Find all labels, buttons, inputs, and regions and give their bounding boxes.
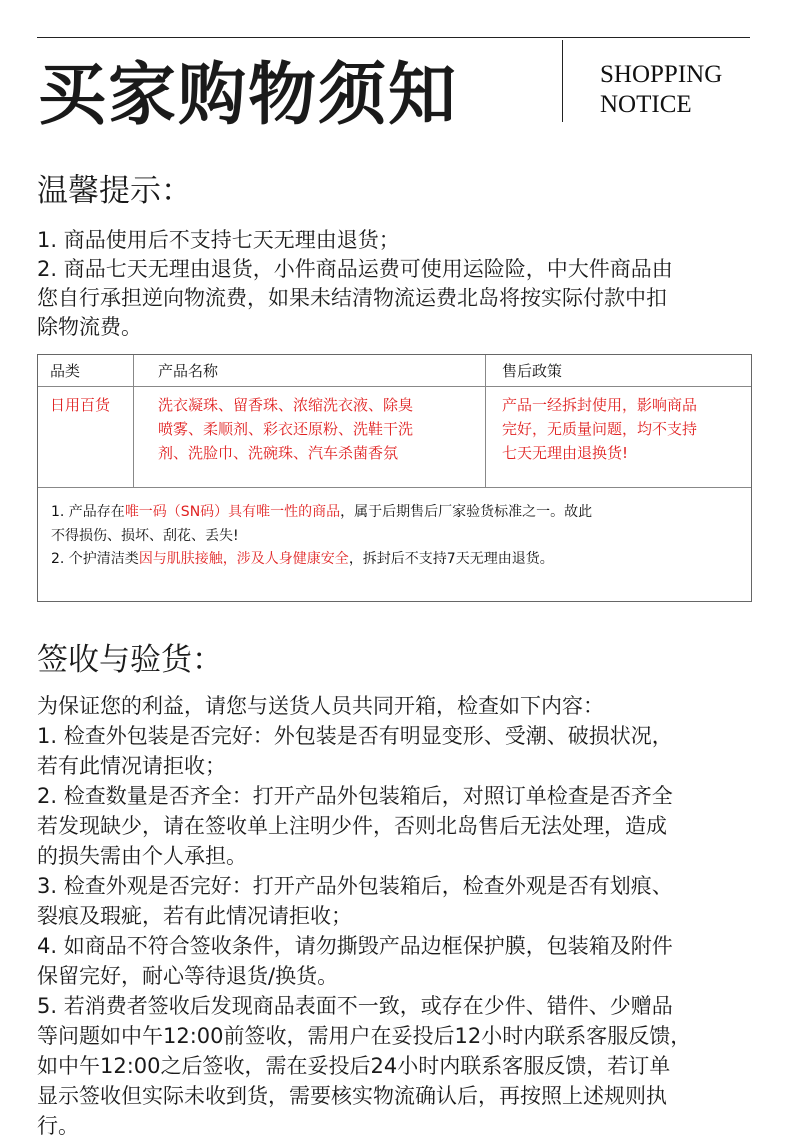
english-title [600,60,722,120]
note-line-1 [51,501,592,524]
english-title-line-2: NOTICE [600,91,692,118]
header-policy: 售后政策 [502,362,563,380]
note-text: ，属于后期售后厂家验货标准之一。故此 [340,504,593,520]
receipt-line: 的损失需由个人承担。 [37,844,247,868]
note-text: ，拆封后不支持7天无理由退货。 [348,551,554,567]
receipt-line: 1. 检查外包装是否完好：外包装是否有明显变形、受潮、破损状况， [37,724,673,748]
product-line: 剂、洗脸巾、洗碗珠、汽车杀菌香氛 [158,444,399,462]
english-title-line-1: SHOPPING [600,61,723,88]
product-line: 喷雾、柔顺剂、彩衣还原粉、洗鞋干洗 [158,420,414,438]
receipt-line: 显示签收但实际未收到货，需要核实物流确认后，再按照上述规则执 [37,1084,667,1108]
receipt-line: 若有此情况请拒收； [37,754,226,778]
receipt-line: 4. 如商品不符合签收条件，请勿撕毁产品边框保护膜，包装箱及附件 [37,934,673,958]
header-product-name: 产品名称 [158,362,219,380]
header-category: 品类 [50,362,81,380]
product-line: 洗衣凝珠、留香珠、浓缩洗衣液、除臭 [158,396,414,414]
column-divider [133,355,134,488]
receipt-line: 如中午12:00之后签收，需在妥投后24小时内联系客服反馈，若订单 [37,1054,671,1078]
cell-category: 日用百货 [50,396,111,414]
receipt-line: 3. 检查外观是否完好：打开产品外包装箱后，检查外观是否有划痕、 [37,874,673,898]
tips-heading: 温馨提示： [37,173,192,209]
receipt-line: 行。 [37,1114,79,1138]
receipt-line: 裂痕及瑕疵，若有此情况请拒收； [37,904,352,928]
tips-line: 1. 商品使用后不支持七天无理由退货； [37,228,400,252]
receipt-line: 2. 检查数量是否齐全：打开产品外包装箱后，对照订单检查是否齐全 [37,784,673,808]
column-divider [485,355,486,488]
tips-line: 除物流费。 [37,315,142,339]
policy-line: 七天无理由退换货! [502,444,629,462]
receipt-line: 等问题如中午12:00前签收，需用户在妥投后12小时内联系客服反馈， [37,1024,692,1048]
note-line-3 [51,548,554,571]
table-notes-divider [38,487,751,488]
receipt-line: 5. 若消费者签收后发现商品表面不一致，或存在少件、错件、少赠品 [37,994,673,1018]
note-highlight: 因与肌肤接触，涉及人身健康安全 [138,551,349,567]
cell-products [158,387,478,487]
policy-line: 产品一经拆封使用，影响商品 [502,396,698,414]
receipt-heading: 签收与验货： [37,642,223,678]
receipt-line: 若发现缺少，请在签收单上注明少件，否则北岛售后无法处理，造成 [37,814,667,838]
cell-policy [502,387,742,487]
title-divider [562,40,563,122]
top-rule [37,37,750,38]
note-line-2: 不得损伤、损坏、刮花、丢失! [51,528,239,544]
tips-line: 您自行承担逆向物流费，如果未结清物流运费北岛将按实际付款中扣 [37,286,667,310]
policy-line: 完好，无质量问题，均不支持 [502,420,698,438]
receipt-line: 为保证您的利益，请您与送货人员共同开箱，检查如下内容： [37,694,604,718]
page-title: 买家购物须知 [38,56,459,135]
note-text: 1. 产品存在 [51,504,125,520]
note-text: 2. 个护清洁类 [51,551,139,567]
note-highlight: 唯一码（SN码）具有唯一性的商品 [124,504,341,520]
receipt-line: 保留完好，耐心等待退货/换货。 [37,964,339,988]
policy-table [37,354,752,602]
tips-line: 2. 商品七天无理由退货，小件商品运费可使用运险险，中大件商品由 [37,257,673,281]
